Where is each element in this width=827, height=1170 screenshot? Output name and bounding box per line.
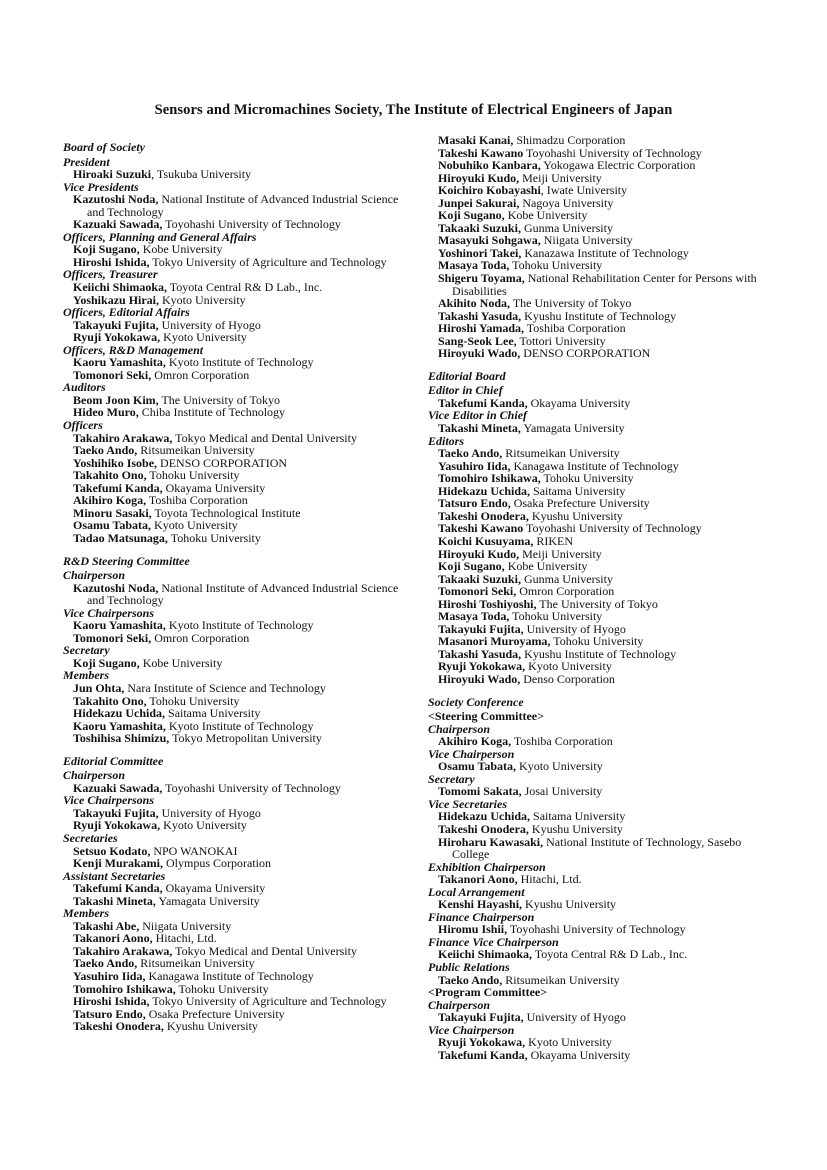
member-name: Hiroyuki Wado, [438, 671, 521, 686]
member-affiliation: Kyoto Institute of Technology [165, 618, 314, 633]
subcommittee-heading: <Program Committee> [428, 985, 548, 1000]
member-affiliation: Toyota Technological Institute [151, 505, 301, 520]
member-entry [428, 272, 768, 297]
committee-section [63, 555, 413, 745]
member-affiliation: Kobe University [139, 655, 223, 670]
role-heading: Members [63, 906, 109, 921]
role-heading: Chairperson [428, 721, 491, 736]
member-name: Hiroyuki Kudo, [438, 170, 520, 185]
member-affiliation: Ritsumeikan University [137, 956, 255, 971]
member-affiliation: National Institute of Advanced Industrial Science and Technology [87, 192, 399, 219]
member-entry [428, 836, 768, 861]
member-affiliation: University of Hyogo [523, 1010, 626, 1025]
committee-section [428, 134, 768, 360]
member-entry [428, 735, 768, 748]
member-affiliation: Denso Corporation [520, 671, 615, 686]
member-name: Nobuhiko Kanbara, [438, 158, 541, 173]
member-name: Keiichi Shimaoka, [73, 280, 168, 295]
member-name: Takayuki Fujita, [438, 621, 524, 636]
member-affiliation: Tokyo University of Agriculture and Technology [149, 994, 387, 1009]
role-heading: Vice Editor in Chief [428, 408, 528, 423]
member-name: Takashi Mineta, [438, 421, 521, 436]
member-affiliation: Tokyo University of Agriculture and Technology [149, 254, 387, 269]
member-name: Hiroshi Ishida, [73, 994, 150, 1009]
member-affiliation: Tohoku University [146, 468, 240, 483]
member-affiliation: DENSO CORPORATION [157, 455, 288, 470]
member-affiliation: , Iwate University [540, 183, 628, 198]
role-heading: Vice Chairperson [428, 746, 515, 761]
member-affiliation: Kobe University [139, 242, 223, 257]
role-heading: Vice Chairperson [428, 1022, 515, 1037]
member-affiliation: Tohoku University [167, 530, 261, 545]
member-affiliation: Toshiba Corporation [146, 493, 248, 508]
member-name: Takaaki Suzuki, [438, 571, 521, 586]
member-affiliation: Kyushu Institute of Technology [521, 308, 677, 323]
member-name: Setsuo Kodato, [73, 843, 151, 858]
role-heading: Officers, Treasurer [63, 267, 158, 282]
member-name: Hiroshi Toshiyoshi, [438, 596, 537, 611]
member-affiliation: Omron Corporation [151, 630, 250, 645]
member-affiliation: Kyushu Institute of Technology [521, 646, 677, 661]
member-name: Akihito Noda, [438, 296, 511, 311]
role-heading: Chairperson [63, 568, 126, 583]
member-name: Masaya Toda, [438, 609, 510, 624]
member-name: Takanori Aono, [438, 872, 518, 887]
member-affiliation: Olympus Corporation [163, 856, 271, 871]
member-name: Keiichi Shimaoka, [438, 947, 533, 962]
role-heading: Secretary [428, 771, 475, 786]
role-heading: Officers, R&D Management [63, 342, 204, 357]
member-affiliation: Niigata University [139, 918, 232, 933]
member-affiliation: Kyoto University [160, 818, 247, 833]
member-affiliation: Kobe University [504, 208, 588, 223]
member-name: Yoshikazu Hirai, [73, 292, 160, 307]
member-name: Shigeru Toyama, [438, 271, 525, 286]
member-name: Taeko Ando, [73, 443, 138, 458]
member-name: Taeko Ando, [73, 956, 138, 971]
member-name: Hiroshi Yamada, [438, 321, 525, 336]
member-entry [63, 406, 413, 419]
member-affiliation: Kyushu University [163, 1019, 258, 1034]
member-affiliation: The University of Tokyo [510, 296, 632, 311]
member-entry [63, 218, 413, 231]
member-name: Tomomi Sakata, [438, 784, 522, 799]
member-name: Tadao Matsunaga, [73, 530, 168, 545]
member-name: Takefumi Kanda, [438, 1047, 528, 1062]
member-entry [63, 532, 413, 545]
role-heading: Officers [63, 418, 103, 433]
member-affiliation: Okayama University [527, 1047, 631, 1062]
member-affiliation: Kyoto University [160, 330, 247, 345]
member-name: Tomonori Seki, [438, 584, 517, 599]
member-affiliation: Osaka Prefecture University [145, 1006, 285, 1021]
page-title: Sensors and Micromachines Society, The Institute of Electrical Engineers of Japan [154, 102, 673, 118]
member-name: Kazutoshi Noda, [73, 580, 159, 595]
role-heading: Editors [428, 433, 465, 448]
member-name: Taeko Ando, [438, 972, 503, 987]
member-name: Takashi Mineta, [73, 893, 156, 908]
member-affiliation: Tohoku University [540, 471, 634, 486]
role-heading: Vice Chairpersons [63, 793, 155, 808]
role-heading: Chairperson [428, 997, 491, 1012]
member-affiliation: Tokyo Medical and Dental University [172, 943, 357, 958]
member-name: Tatsuro Endo, [438, 496, 511, 511]
role-heading: Exhibition Chairperson [428, 859, 546, 874]
member-name: Kazutoshi Noda, [73, 192, 159, 207]
member-name: Kaoru Yamashita, [73, 718, 166, 733]
member-name: Takayuki Fujita, [73, 805, 159, 820]
member-entry [428, 1011, 768, 1024]
member-entry [63, 582, 413, 607]
member-affiliation: Kyushu University [528, 821, 623, 836]
member-name: Takahiro Arakawa, [73, 430, 173, 445]
member-affiliation: DENSO CORPORATION [520, 346, 651, 361]
left-column [63, 141, 413, 1043]
role-heading: Finance Vice Chairperson [428, 934, 559, 949]
member-name: Kaoru Yamashita, [73, 355, 166, 370]
member-affiliation: University of Hyogo [158, 317, 261, 332]
member-name: Akihiro Koga, [73, 493, 147, 508]
member-name: Koji Sugano, [438, 208, 505, 223]
member-affiliation: Kanagawa Institute of Technology [510, 458, 679, 473]
member-entry [428, 422, 768, 435]
role-heading: President [63, 154, 110, 169]
member-name: Takefumi Kanda, [73, 881, 163, 896]
role-heading: Assistant Secretaries [63, 868, 166, 883]
member-affiliation: Yamagata University [520, 421, 625, 436]
member-name: Takashi Abe, [73, 918, 140, 933]
member-affiliation: Saitama University [530, 483, 626, 498]
member-name: Junpei Sakurai, [438, 195, 520, 210]
member-name: Takeshi Onodera, [438, 821, 529, 836]
member-affiliation: Toshiba Corporation [511, 734, 613, 749]
member-affiliation: Kyushu University [522, 897, 617, 912]
member-affiliation: Shimadzu Corporation [513, 133, 626, 147]
member-affiliation: Yamagata University [155, 893, 260, 908]
committee-section [63, 141, 413, 545]
member-name: Yoshinori Takei, [438, 245, 522, 260]
member-name: Hiroharu Kawasaki, [438, 834, 544, 849]
member-affiliation: Meiji University [519, 170, 602, 185]
member-name: Takaaki Suzuki, [438, 220, 521, 235]
role-heading: Officers, Editorial Affairs [63, 305, 190, 320]
member-entry [63, 857, 413, 870]
member-affiliation: Yokogawa Electric Corporation [540, 158, 696, 173]
member-affiliation: NPO WANOKAI [150, 843, 238, 858]
section-title: Board of Society [63, 140, 145, 154]
member-affiliation: Kyoto University [159, 292, 246, 307]
member-name: Hidekazu Uchida, [438, 483, 531, 498]
member-affiliation: , Tsukuba University [151, 167, 252, 182]
committee-section [428, 696, 768, 1062]
member-affiliation: Kyoto University [151, 518, 238, 533]
member-name: Jun Ohta, [73, 680, 125, 695]
member-name: Koichiro Kobayashi [438, 183, 541, 198]
member-name: Takahito Ono, [73, 693, 147, 708]
member-name: Yoshihiko Isobe, [73, 455, 158, 470]
member-affiliation: Kyushu University [528, 508, 623, 523]
member-affiliation: Toyohashi University of Technology [507, 922, 686, 937]
member-affiliation: Kyoto University [516, 759, 603, 774]
member-affiliation: Omron Corporation [516, 584, 615, 599]
member-name: Takefumi Kanda, [438, 395, 528, 410]
member-affiliation: The University of Tokyo [536, 596, 658, 611]
role-heading: Finance Chairperson [428, 909, 535, 924]
role-heading: Auditors [63, 380, 106, 395]
member-affiliation: Toyohashi University of Technology [523, 145, 702, 160]
member-affiliation: Okayama University [162, 480, 266, 495]
role-heading: Public Relations [428, 960, 510, 974]
member-affiliation: Kanazawa Institute of Technology [521, 245, 689, 260]
member-affiliation: Saitama University [530, 809, 626, 824]
member-name: Ryuji Yokokawa, [73, 818, 161, 833]
role-heading: Officers, Planning and General Affairs [63, 229, 257, 244]
member-name: Kenji Murakami, [73, 856, 163, 871]
section-title: Editorial Committee [63, 753, 164, 768]
member-name: Koji Sugano, [73, 242, 140, 257]
section-title: R&D Steering Committee [63, 553, 190, 568]
member-affiliation: National Institute of Technology, Sasebo College [452, 834, 742, 862]
member-name: Masaya Toda, [438, 258, 510, 273]
member-affiliation: Okayama University [527, 395, 631, 410]
section-title: Society Conference [428, 694, 524, 709]
member-entry [428, 873, 768, 886]
member-name: Hidekazu Uchida, [438, 809, 531, 824]
role-heading: Vice Presidents [63, 179, 139, 194]
member-entry [63, 657, 413, 670]
member-name: Takanori Aono, [73, 931, 153, 946]
member-affiliation: Tokyo Medical and Dental University [172, 430, 357, 445]
member-name: Koji Sugano, [438, 559, 505, 574]
member-affiliation: The University of Tokyo [158, 392, 281, 407]
member-name: Takeshi Onodera, [438, 508, 529, 523]
member-affiliation: National Institute of Advanced Industrial Science and Technology [87, 580, 399, 608]
member-name: Tomonori Seki, [73, 367, 152, 382]
member-affiliation: Tokyo Metropolitan University [169, 731, 322, 746]
member-affiliation: Kobe University [504, 559, 588, 574]
member-name: Hidekazu Uchida, [73, 706, 166, 721]
member-entry [63, 168, 413, 181]
subcommittee-heading: <Steering Committee> [428, 709, 544, 724]
committee-section [63, 755, 413, 1033]
member-affiliation: Nagoya University [519, 195, 614, 210]
member-entry [428, 785, 768, 798]
role-heading: Secretaries [63, 830, 118, 845]
member-name: Hiromu Ishii, [438, 922, 508, 937]
member-name: Beom Joon Kim, [73, 392, 159, 407]
member-name: Takahito Ono, [73, 468, 147, 483]
member-entry [428, 760, 768, 773]
member-name: Masayuki Sohgawa, [438, 233, 541, 248]
member-affiliation: Hitachi, Ltd. [517, 872, 582, 887]
member-affiliation: Osaka Prefecture University [510, 496, 650, 511]
member-affiliation: Toyohashi University of Technology [162, 217, 341, 232]
member-name: Tomohiro Ishikawa, [438, 471, 541, 486]
member-affiliation: Ritsumeikan University [502, 446, 620, 461]
member-name: Hiroyuki Kudo, [438, 546, 520, 561]
member-affiliation: Toshiba Corporation [524, 321, 626, 336]
member-name: Ryuji Yokokawa, [438, 1035, 526, 1050]
member-name: Masanori Muroyama, [438, 634, 551, 649]
member-affiliation: Kyoto University [525, 659, 612, 674]
member-affiliation: Saitama University [165, 706, 261, 721]
member-name: Ryuji Yokokawa, [73, 330, 161, 345]
member-name: Takeshi Kawano [438, 521, 524, 536]
member-affiliation: Nara Institute of Science and Technology [124, 680, 326, 695]
member-entry [428, 673, 768, 686]
member-affiliation: Tohoku University [550, 634, 644, 649]
member-name: Tomonori Seki, [73, 630, 152, 645]
role-heading: Editor in Chief [428, 383, 503, 398]
member-name: Hiroaki Suzuki [73, 167, 152, 182]
member-entry [63, 369, 413, 382]
member-affiliation: Kyoto University [525, 1035, 612, 1050]
member-name: Yasuhiro Iida, [438, 458, 511, 473]
section-title: Editorial Board [428, 368, 506, 383]
member-name: Takayuki Fujita, [438, 1010, 524, 1025]
member-affiliation: Gunma University [520, 220, 613, 235]
member-affiliation: Omron Corporation [151, 367, 250, 382]
member-affiliation: Chiba Institute of Technology [138, 405, 286, 420]
member-affiliation: Gunma University [520, 571, 613, 586]
member-name: Akihiro Koga, [438, 734, 512, 749]
member-name: Osamu Tabata, [73, 518, 152, 533]
member-entry [63, 1020, 413, 1033]
role-heading: Vice Chairpersons [63, 605, 155, 620]
member-affiliation: Kyoto Institute of Technology [165, 718, 314, 733]
role-heading: Secretary [63, 643, 110, 658]
member-name: Koji Sugano, [73, 655, 140, 670]
member-name: Takeshi Kawano [438, 145, 524, 160]
member-name: Hiroyuki Wado, [438, 346, 521, 361]
member-affiliation: Tohoku University [509, 258, 603, 273]
member-name: Hiroshi Ishida, [73, 254, 150, 269]
member-affiliation: Toyota Central R& D Lab., Inc. [532, 947, 688, 962]
member-affiliation: Tohoku University [146, 693, 240, 708]
member-affiliation: Toyohashi University of Technology [162, 780, 341, 795]
member-affiliation: National Rehabilitation Center for Persons with Disabilities [452, 271, 757, 298]
member-name: Kazuaki Sawada, [73, 217, 163, 232]
member-name: Kaoru Yamashita, [73, 618, 166, 633]
member-affiliation: Kanagawa Institute of Technology [145, 969, 314, 983]
member-entry [63, 193, 413, 218]
member-name: Takefumi Kanda, [73, 480, 163, 495]
member-affiliation: Tohoku University [175, 981, 269, 996]
right-column [428, 134, 768, 1071]
member-name: Kenshi Hayashi, [438, 897, 523, 912]
member-affiliation: Ritsumeikan University [502, 972, 620, 987]
member-name: Osamu Tabata, [438, 759, 517, 774]
member-affiliation: University of Hyogo [523, 621, 626, 636]
member-name: Takashi Yasuda, [438, 308, 522, 323]
member-entry [428, 347, 768, 360]
member-affiliation: Josai University [521, 784, 603, 799]
member-name: Masaki Kanai, [438, 133, 514, 147]
member-name: Tatsuro Endo, [73, 1006, 146, 1021]
member-affiliation: Toyohashi University of Technology [523, 521, 702, 536]
member-name: Sang-Seok Lee, [438, 333, 517, 348]
member-entry [63, 732, 413, 745]
role-heading: Members [63, 668, 109, 683]
member-affiliation: Niigata University [540, 233, 633, 248]
member-name: Koichi Kusuyama, [438, 533, 534, 548]
member-name: Ryuji Yokokawa, [438, 659, 526, 674]
member-affiliation: Tottori University [516, 333, 606, 348]
member-affiliation: Kyoto Institute of Technology [165, 355, 314, 370]
member-affiliation: Toyota Central R& D Lab., Inc. [167, 280, 323, 295]
member-affiliation: Meiji University [519, 546, 602, 561]
member-affiliation: University of Hyogo [158, 805, 261, 820]
member-name: Takayuki Fujita, [73, 317, 159, 332]
role-heading: Local Arrangement [428, 884, 525, 899]
member-entry [63, 331, 413, 344]
member-name: Takashi Yasuda, [438, 646, 522, 661]
member-name: Takeshi Onodera, [73, 1019, 164, 1034]
member-name: Toshihisa Shimizu, [73, 731, 170, 746]
member-entry [63, 895, 413, 908]
member-name: Tomohiro Ishikawa, [73, 981, 176, 996]
member-affiliation: Tohoku University [509, 609, 603, 624]
member-name: Taeko Ando, [438, 446, 503, 461]
member-affiliation: Okayama University [162, 881, 266, 896]
member-entry [428, 1049, 768, 1062]
member-affiliation: Ritsumeikan University [137, 443, 255, 458]
member-name: Minoru Sasaki, [73, 505, 152, 520]
member-name: Takahiro Arakawa, [73, 943, 173, 958]
member-name: Yasuhiro Iida, [73, 969, 146, 983]
member-entry [63, 632, 413, 645]
member-name: Kazuaki Sawada, [73, 780, 163, 795]
member-entry [428, 898, 768, 911]
member-affiliation: RIKEN [533, 533, 574, 548]
committee-section [428, 370, 768, 686]
member-name: Hideo Muro, [73, 405, 139, 420]
role-heading: Vice Secretaries [428, 796, 507, 811]
role-heading: Chairperson [63, 768, 126, 783]
member-affiliation: Hitachi, Ltd. [152, 931, 217, 946]
